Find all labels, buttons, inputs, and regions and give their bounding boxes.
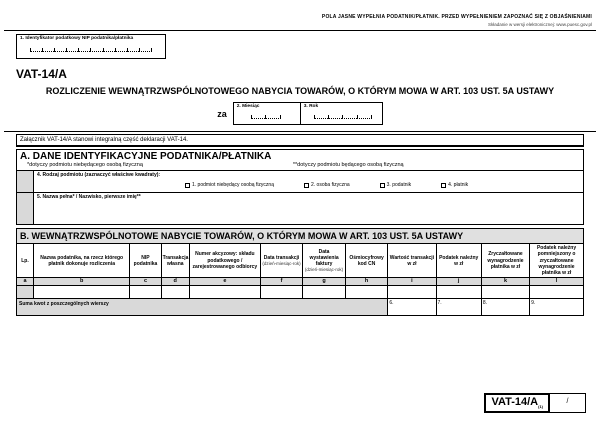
- col-header-tax-less-remuneration: Podatek należny pomniejszony o zryczałtowane wynagrodzenie płatnika w zł: [530, 244, 584, 278]
- section-a-title: A. DANE IDENTYFIKACYJNE PODATNIKA/PŁATNIKA: [20, 151, 272, 163]
- attachment-note: Załącznik VAT-14/A stanowi integralną część deklaracji VAT-14.: [16, 134, 584, 147]
- col-letter: g: [303, 278, 346, 286]
- entry-cell[interactable]: [260, 286, 303, 299]
- za-label: za: [217, 108, 227, 119]
- col-header-own-transaction: Transakcja własna: [161, 244, 189, 278]
- option-natural-person[interactable]: [304, 182, 350, 188]
- form-symbol-heading: VAT-14/A: [16, 67, 67, 82]
- col-header-excise-number: Numer akcyzowy: składu podatkowego / zarejestrowanego odbiorcy: [189, 244, 260, 278]
- col-header-transaction-value: Wartość transakcji w zł: [388, 244, 436, 278]
- checkbox-icon[interactable]: [441, 183, 446, 188]
- checkbox-icon[interactable]: [304, 183, 309, 188]
- efiling-note-text: Składanie w wersji elektronicznej: www.puesc.gov.pl: [488, 22, 592, 27]
- entry-cell[interactable]: [530, 286, 584, 299]
- col-letter: c: [130, 278, 161, 286]
- col-letter: d: [161, 278, 189, 286]
- footnote-non-natural-person: *dotyczy podmiotu niebędącego osobą fizyczną: [27, 162, 143, 169]
- option-label: 1. podmiot niebędący osobą fizyczną: [192, 182, 274, 189]
- year-field-label: 3. Rok: [303, 104, 319, 110]
- row-margin-cell: [17, 193, 34, 224]
- full-name-label: 5. Nazwa pełna* / Nazwisko, pierwsze imię**: [37, 194, 141, 201]
- table-row: [17, 286, 584, 299]
- top-notice: [0, 0, 600, 28]
- col-header-flat-remuneration: Zryczałtowane wynagrodzenie płatnika w zł: [481, 244, 529, 278]
- footer-form-symbol: VAT-$14/A_{(1)}$: [484, 393, 550, 413]
- option-payer[interactable]: [441, 182, 468, 188]
- footnote-natural-person: **dotyczy podmiotu będącego osobą fizyczną: [292, 162, 404, 169]
- sum-row-label: Suma kwot z poszczególnych wierszy: [17, 299, 388, 316]
- sum-cell-6[interactable]: 6.: [388, 299, 436, 316]
- sum-cell-9[interactable]: 9.: [530, 299, 584, 316]
- option-label: 3. podatnik: [386, 182, 412, 189]
- full-name-input[interactable]: [34, 193, 583, 224]
- month-digit-input[interactable]: [251, 115, 281, 119]
- col-letter: e: [189, 278, 260, 286]
- option-label: 4. płatnik: [448, 182, 469, 189]
- col-letter: a: [17, 278, 34, 286]
- row-margin-cell: [17, 171, 34, 192]
- month-field-box[interactable]: [233, 102, 301, 125]
- sum-row: [17, 299, 584, 316]
- col-header-transaction-date: Data transakcji (dzień-miesiąc-rok): [260, 244, 303, 278]
- col-header-invoice-date: Data wystawienia faktury (dzień-miesiąc-rok): [303, 244, 346, 278]
- section-b-title: B. WEWNĄTRZWSPÓLNOTOWE NABYCIE TOWARÓW, O KTÓRYM MOWA W ART. 103 UST. 5A USTAWY: [16, 228, 584, 243]
- section-b: [16, 228, 584, 316]
- entity-type-options: [37, 178, 580, 191]
- col-header-lp: Lp.: [17, 244, 34, 278]
- col-letter: j: [436, 278, 481, 286]
- col-letter: b: [34, 278, 130, 286]
- column-letter-row: [17, 278, 584, 286]
- col-header-cn-code: Ośmiocyfrowy kod CN: [345, 244, 388, 278]
- period-row: [0, 102, 600, 125]
- nip-digit-input[interactable]: [30, 48, 152, 52]
- year-digit-input[interactable]: [314, 115, 372, 119]
- section-a-footnotes: [17, 162, 583, 170]
- entry-cell[interactable]: [436, 286, 481, 299]
- lp-cell: [17, 286, 34, 299]
- footer: [484, 393, 586, 413]
- col-letter: l: [530, 278, 584, 286]
- full-name-row: [17, 192, 583, 224]
- page-number-cell[interactable]: /: [550, 393, 586, 413]
- sum-cell-7[interactable]: 7.: [436, 299, 481, 316]
- entry-cell[interactable]: [161, 286, 189, 299]
- entry-cell[interactable]: [130, 286, 161, 299]
- entity-type-label: 4. Rodzaj podmiotu (zaznaczyć właściwe kwadraty):: [37, 172, 161, 179]
- option-label: 2. osoba fizyczna: [311, 182, 350, 189]
- col-letter: k: [481, 278, 529, 286]
- form-title: ROZLICZENIE WEWNĄTRZWSPÓLNOTOWEGO NABYCIA TOWARÓW, O KTÓRYM MOWA W ART. 103 UST. 5A USTAWY: [45, 86, 555, 97]
- form-version-subscript: (1): [538, 404, 543, 409]
- col-letter: i: [388, 278, 436, 286]
- entry-cell[interactable]: [481, 286, 529, 299]
- entry-cell[interactable]: [345, 286, 388, 299]
- col-header-taxpayer-name: Nazwa podatnika, na rzecz którego płatnik dokonuje rozliczenia: [34, 244, 130, 278]
- entity-type-row: [17, 170, 583, 192]
- option-non-natural-person[interactable]: [185, 182, 274, 188]
- year-field-box[interactable]: [301, 102, 383, 125]
- mid-divider: [4, 131, 596, 132]
- month-field-label: 2. Miesiąc: [236, 104, 260, 110]
- entry-cell[interactable]: [189, 286, 260, 299]
- nip-field-label: 1. Identyfikator podatkowy NIP podatnika/płatnika: [20, 36, 134, 42]
- col-header-tax-due: Podatek należny w zł: [436, 244, 481, 278]
- fill-instruction-text: POLA JASNE WYPEŁNIA PODATNIK/PŁATNIK. PRZED WYPEŁNIENIEM ZAPOZNAĆ SIĘ Z OBJAŚNIENIAMI: [321, 14, 592, 20]
- entry-cell[interactable]: [388, 286, 436, 299]
- col-header-nip: NIP podatnika: [130, 244, 161, 278]
- nip-field-box[interactable]: [16, 34, 166, 59]
- col-letter: f: [260, 278, 303, 286]
- checkbox-icon[interactable]: [380, 183, 385, 188]
- entry-cell[interactable]: [34, 286, 130, 299]
- top-divider: [4, 30, 596, 31]
- checkbox-icon[interactable]: [185, 183, 190, 188]
- acquisitions-table: [16, 243, 584, 316]
- option-taxpayer[interactable]: [380, 182, 411, 188]
- sum-cell-8[interactable]: 8.: [481, 299, 529, 316]
- col-letter: h: [345, 278, 388, 286]
- entry-cell[interactable]: [303, 286, 346, 299]
- table-header-row: [17, 244, 584, 278]
- section-a: [16, 149, 584, 225]
